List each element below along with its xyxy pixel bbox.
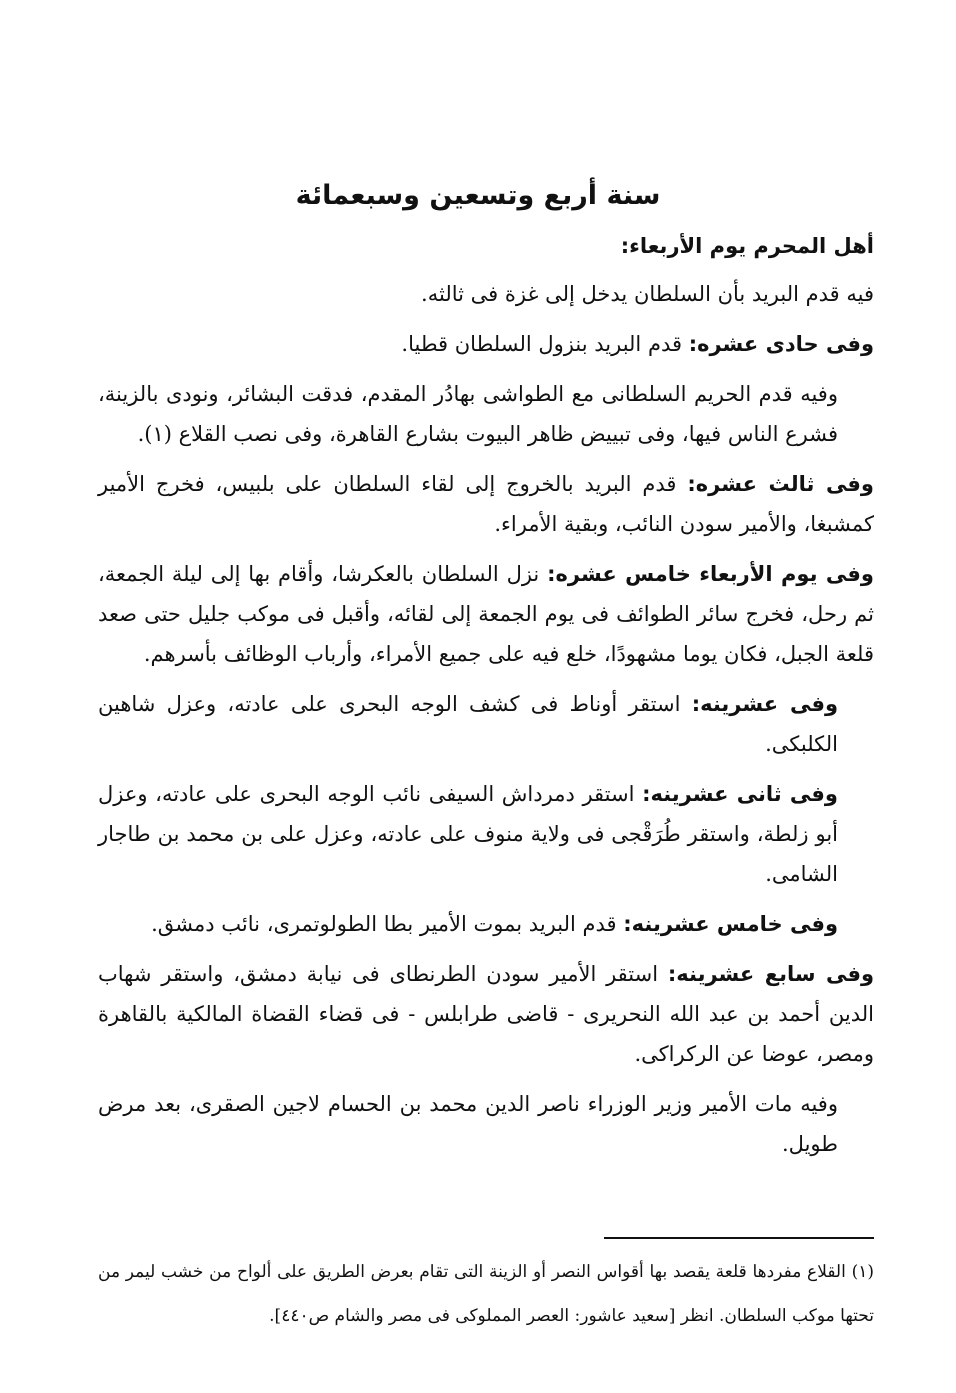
paragraph	[98, 954, 874, 1074]
page-title: سنة أربع وتسعين وسبعمائة	[295, 180, 661, 211]
paragraph	[98, 904, 874, 944]
paragraph-text: استقر الأمير سودن الطرنطاى فى نيابة دمشق، واستقر شهاب الدين أحمد بن عبد الله النحريرى - قاضى طرابلس - فى قضاء القضاة المالكية بالقاهرة ومصر، عوضا عن الركراكى.	[98, 962, 875, 1066]
paragraph-text: نزل السلطان بالعكرشا، وأقام بها إلى ليلة الجمعة، ثم رحل، فخرج سائر الطوائف فى يوم الجمعة إلى لقائه، وأقبل فى موكب جليل حتى صعد قلعة الجبل، فكان يوما مشهودًا، خلع فيه على جميع الأمراء، وأرباب الوظائف بأسرهم.	[98, 562, 874, 666]
paragraph	[98, 274, 874, 314]
paragraph-text: قدم البريد بنزول السلطان قطيا.	[401, 332, 683, 356]
paragraph	[98, 464, 874, 544]
paragraph-text: قدم البريد بموت الأمير بطا الطولوتمرى، نائب دمشق.	[151, 912, 617, 936]
paragraph-text: استقر أوناط فى كشف الوجه البحرى على عادته، وعزل شاهين الكلبكى.	[98, 692, 838, 756]
paragraph-lead: وفى خامس عشرينه:	[623, 912, 838, 936]
paragraph-text: وفيه قدم الحريم السلطانى مع الطواشى بهادُر المقدم، فدقت البشائر، ونودى بالزينة، فشرع الناس فيها، وفى تبييض ظاهر البيوت بشارع القاهرة، وفى نصب القلاع	[98, 382, 838, 446]
paragraph-text: فيه قدم البريد بأن السلطان يدخل إلى غزة فى ثالثه.	[421, 282, 874, 306]
paragraph-text: استقر دمرداش السيفى نائب الوجه البحرى على عادته، وعزل أبو زلطة، واستقر طُرَقْجى فى ولاية منوف على عادته، وعزل على بن محمد بن طاجار الشامى.	[98, 782, 838, 886]
footnote: (١) القلاع مفردها قلعة يقصد بها أقواس النصر أو الزينة التى تقام بعرض الطريق على ألواح من خشب ليمر من تحتها موكب السلطان. انظر [سعيد عاشور: العصر المملوكى فى مصر والشام ص٤٤٠].	[98, 1262, 874, 1326]
paragraph-lead: وفى ثالث عشره:	[687, 472, 874, 496]
paragraph	[98, 774, 874, 894]
paragraph	[98, 324, 874, 364]
paragraph-lead: وفى يوم الأربعاء خامس عشره:	[547, 562, 874, 586]
paragraph	[98, 1084, 874, 1164]
paragraph	[98, 554, 874, 674]
paragraph	[98, 374, 874, 454]
section-heading: أهل المحرم يوم الأربعاء:	[620, 234, 874, 258]
paragraph-text: قدم البريد بالخروج إلى لقاء السلطان على بلبيس، فخرج الأمير كمشبغا، والأمير سودن النائب، وبقية الأمراء.	[98, 472, 874, 536]
body-text	[98, 226, 874, 1174]
paragraph-lead: وفى عشرينه:	[691, 692, 839, 716]
footnote-divider	[604, 1237, 874, 1239]
paragraph-lead: وفى سابع عشرينه:	[667, 962, 874, 986]
paragraph-text: وفيه مات الأمير وزير الوزراء ناصر الدين محمد بن الحسام لاجين الصقرى، بعد مرض طويل.	[98, 1092, 838, 1156]
footnote-reference: (١).	[137, 422, 172, 446]
paragraph	[98, 684, 874, 764]
paragraph-lead: وفى ثانى عشرينه:	[642, 782, 838, 806]
paragraph-lead: وفى حادى عشره:	[688, 332, 874, 356]
